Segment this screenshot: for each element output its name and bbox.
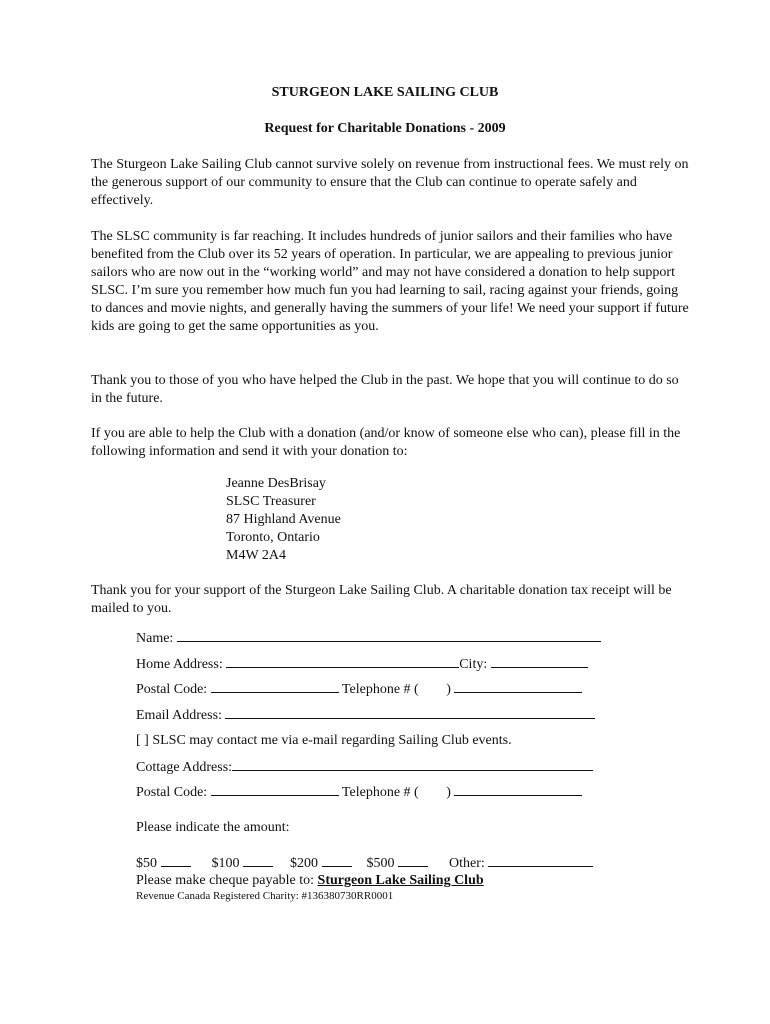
home-address-row (136, 655, 588, 673)
amount-options-row (136, 854, 593, 872)
other-amount-field[interactable] (488, 854, 593, 867)
cheque-row (136, 872, 484, 890)
instructions-paragraph: If you are able to help the Club with a donation (and/or know of someone else who can), please fill in the following information and send it with your donation to: (91, 426, 681, 459)
mailing-address (226, 475, 341, 565)
amount-500-label: $500 (366, 856, 395, 871)
address-name: Jeanne DesBrisay (226, 476, 326, 491)
cottage-postal-telephone-row (136, 783, 582, 801)
intro-paragraph: The Sturgeon Lake Sailing Club cannot survive solely on revenue from instructional fees. We must rely on the generous support of our community to ensure that the Club can continue to operate safely and effectively. (91, 157, 689, 208)
name-label: Name: (136, 631, 174, 646)
email-label: Email Address: (136, 708, 222, 723)
amount-500-field[interactable] (398, 854, 428, 867)
telephone-field[interactable] (454, 680, 582, 693)
cottage-address-label: Cottage Address: (136, 760, 233, 775)
receipt-paragraph: Thank you for your support of the Sturgeon Lake Sailing Club. A charitable donation tax receipt will be mailed to you. (91, 583, 672, 616)
payee-name: Sturgeon Lake Sailing Club (317, 873, 484, 888)
contact-consent-row (136, 732, 512, 750)
name-field[interactable] (177, 629, 601, 642)
home-address-field[interactable] (226, 655, 459, 668)
amount-prompt: Please indicate the amount: (136, 820, 290, 835)
amount-100-field[interactable] (243, 854, 273, 867)
address-postal: M4W 2A4 (226, 548, 287, 563)
home-address-label: Home Address: (136, 657, 223, 672)
charity-number: Revenue Canada Registered Charity: #136380730RR0001 (136, 890, 394, 902)
name-row (136, 629, 601, 647)
contact-consent-label: SLSC may contact me via e-mail regarding Sailing Club events. (152, 733, 512, 748)
email-field[interactable] (225, 706, 595, 719)
amount-50-label: $50 (136, 856, 157, 871)
cottage-telephone-label: Telephone # ( (341, 785, 419, 800)
postal-telephone-row (136, 680, 582, 698)
postal-code-label: Postal Code: (136, 682, 208, 697)
telephone-close: ) (446, 682, 451, 697)
city-label: City: (459, 657, 488, 672)
thanks-paragraph: Thank you to those of you who have helped the Club in the past. We hope that you will continue to do so in the future. (91, 373, 679, 406)
cottage-address-row (136, 758, 593, 776)
telephone-label: Telephone # ( (341, 682, 419, 697)
contact-checkbox[interactable]: [ ] (136, 733, 149, 748)
club-title: STURGEON LAKE SAILING CLUB (271, 85, 499, 100)
address-role: SLSC Treasurer (226, 494, 316, 509)
cottage-address-field[interactable] (232, 758, 593, 771)
amount-100-label: $100 (211, 856, 240, 871)
email-row (136, 706, 595, 724)
cottage-telephone-close: ) (446, 785, 451, 800)
community-paragraph: The SLSC community is far reaching. It includes hundreds of junior sailors and their families who have benefited from the Club over its 52 years of operation. In particular, we are appealing to previous junior sailors who are now out in the “working world” and may not have considered a donation to help support SLSC. I’m sure you remember how much fun you had learning to sail, racing against your friends, going to dances and movie nights, and generally having the summers of your life! We need your support if future kids are going to get the same opportunities as you. (91, 229, 689, 334)
city-field[interactable] (491, 655, 588, 668)
amount-200-label: $200 (290, 856, 318, 871)
request-title: Request for Charitable Donations - 2009 (264, 121, 506, 136)
cottage-telephone-field[interactable] (454, 783, 582, 796)
cottage-postal-code-field[interactable] (211, 783, 339, 796)
postal-code-field[interactable] (211, 680, 339, 693)
cottage-postal-code-label: Postal Code: (136, 785, 208, 800)
address-city: Toronto, Ontario (226, 530, 320, 545)
amount-200-field[interactable] (322, 854, 352, 867)
cheque-label: Please make cheque payable to: (136, 873, 315, 888)
address-street: 87 Highland Avenue (226, 512, 341, 527)
amount-50-field[interactable] (161, 854, 191, 867)
other-amount-label: Other: (449, 856, 485, 871)
